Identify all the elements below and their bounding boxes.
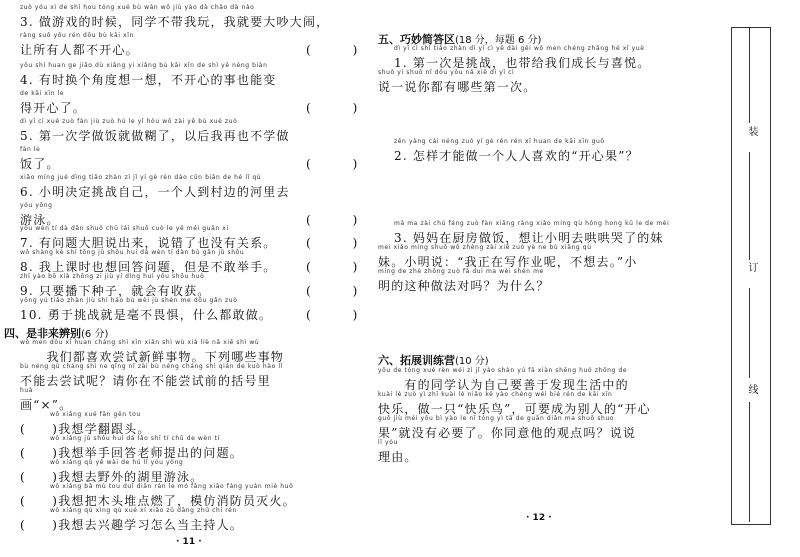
question-line: 得开心了。 xyxy=(20,101,87,115)
section-score: (18 分，每题 6 分) xyxy=(455,35,542,46)
pinyin-line: mei xiǎo míng shuō wǒ zhèng zài xiě zuò yè ne bù xiǎng qù xyxy=(378,244,592,251)
question-line: 3. 妈妈在厨房做饭，想让小明去哄哄哭了的妹 xyxy=(394,231,664,245)
pinyin-line: wǒ xiǎng qù yě wài de hú lǐ yóu yǒng xyxy=(50,459,184,466)
intro-line: 我们都喜欢尝试新鲜事物。下列哪些事物 xyxy=(20,350,285,364)
question-line: 7. 有问题大胆说出来，说错了也没有关系。 xyxy=(20,236,277,250)
pinyin-line: wǒ xiǎng qù xìng qù xué xí xiǎo zǔ dāng zhǔ chí rén xyxy=(50,507,237,514)
pinyin-line: yǒng yú tiǎo zhàn jiù shì háo bù wèi jù shén me dōu gǎn zuò xyxy=(20,297,238,304)
pinyin-line: lǐ yóu xyxy=(378,439,398,446)
question-line: 游泳。 xyxy=(20,213,60,227)
question-line: 饭了。 xyxy=(20,157,60,171)
section-score: (10 分) xyxy=(455,356,489,367)
judge-item[interactable]: ( )我想举手回答老师提出的问题。 xyxy=(20,446,243,460)
question-line: 理由。 xyxy=(378,450,418,464)
question-line: 果”就没有必要了。你同意他的观点吗？说说 xyxy=(378,426,637,440)
question-line: 9. 只要播下种子，就会有收获。 xyxy=(20,284,211,298)
binding-char: 装 xyxy=(746,126,757,136)
pinyin-line: wǒ xiǎng bǎ mù tou duī diǎn rán le mó fǎng xiāo fáng yuán miè huǒ xyxy=(50,483,294,490)
pinyin-line: ràng suǒ yǒu rén dōu bù kāi xīn xyxy=(20,32,134,39)
pinyin-line: zhǐ yào bō xià zhǒng zi jiù yí dìng huì yǒu shōu huò xyxy=(20,273,205,280)
pinyin-line: guǒ jiù méi yǒu bì yào le nǐ tóng yì tā de guān diǎn ma shuō shuo xyxy=(378,415,615,422)
section-score: (6 分) xyxy=(81,329,109,340)
pinyin-line: mā ma zài chú fáng zuò fàn xiǎng ràng xiǎo míng qù hǒng hong kū le de mèi xyxy=(394,220,670,227)
pinyin-line: yǒu wèn tí dà dǎn shuō chū lái shuō cuò le yě méi guān xi xyxy=(20,225,229,232)
binding-char: 订 xyxy=(746,262,757,272)
question-line: 2. 怎样才能做一个人人喜欢的“开心果”？ xyxy=(394,149,639,163)
pinyin-line: dì yī cì shì tiǎo zhàn dì yī cì yě dài gěi wǒ men chéng zhǎng hé xǐ yuè xyxy=(394,45,645,52)
answer-parentheses[interactable]: ( ) xyxy=(306,236,364,250)
pinyin-line: xiǎo míng jué dìng tiǎo zhàn zì jǐ yí gè rén dào cūn biān de hé lǐ qù xyxy=(20,174,262,181)
pinyin-line: de kāi xīn le xyxy=(20,90,65,97)
section-title: 六、拓展训练营 xyxy=(378,354,455,367)
page-number: · 12 · xyxy=(526,513,552,523)
answer-parentheses[interactable]: ( ) xyxy=(306,308,364,322)
binding-line xyxy=(749,288,750,378)
pinyin-line: míng de zhè zhǒng zuò fǎ duì ma wèi shén me xyxy=(378,268,544,275)
judge-item[interactable]: ( )我想学翻跟头。 xyxy=(20,422,151,436)
question-line: 明的这种做法对吗？为什么？ xyxy=(378,279,550,293)
pinyin-line: bù néng qù cháng shì ne qǐng nǐ zài bù néng cháng shì qián de kuò hào lǐ xyxy=(20,363,283,370)
pinyin-line: huà xyxy=(20,387,34,394)
binding-line xyxy=(749,28,750,123)
intro-line: 画“×”。 xyxy=(20,398,73,412)
question-line: 8. 我上课时也想回答问题，但是不敢举手。 xyxy=(20,260,277,274)
pinyin-line: yóu yǒng xyxy=(20,202,53,209)
judge-item[interactable]: ( )我想去兴趣学习怎么当主持人。 xyxy=(20,518,243,532)
binding-margin-box xyxy=(731,27,771,525)
question-line: 6. 小明决定挑战自己，一个人到村边的河里去 xyxy=(20,185,290,199)
judge-item[interactable]: ( )我想把木头堆点燃了，模仿消防员灭火。 xyxy=(20,494,296,508)
answer-parentheses[interactable]: ( ) xyxy=(306,284,364,298)
question-line: 让所有人都不开心。 xyxy=(20,43,139,57)
judge-item[interactable]: ( )我想去野外的湖里游泳。 xyxy=(20,470,204,484)
question-line: 4. 有时换个角度想一想，不开心的事也能变 xyxy=(20,73,277,87)
pinyin-line: wǒ men dōu xǐ huan cháng shì xīn xiān shì wù xià liè nǎ xiē shì wù xyxy=(20,339,260,346)
section-title: 四、是非来辨别 xyxy=(4,327,81,340)
question-line: 妹。小明说：“我正在写作业呢，不想去。”小 xyxy=(378,255,638,269)
pinyin-line: wǒ xiǎng jǔ shǒu huí dá lǎo shī tí chū de wèn tí xyxy=(50,435,220,442)
binding-line xyxy=(749,402,750,522)
question-line: 说一说你都有哪些第一次。 xyxy=(378,80,537,94)
answer-parentheses[interactable]: ( ) xyxy=(306,157,364,171)
binding-line xyxy=(749,152,750,260)
pinyin-line: yǒu shí huan ge jiǎo dù xiǎng yi xiǎng bù kāi xīn de shì yě néng biàn xyxy=(20,62,268,69)
answer-parentheses[interactable]: ( ) xyxy=(306,101,364,115)
pinyin-line: dì yī cì xué zuò fàn jiù zuò hú le yǐ hòu wǒ zài yě bù xué zuò xyxy=(20,118,238,125)
pinyin-line: kuài lè zuò yì zhī kuài lè niǎo kě yào chéng wéi bié rén de kāi xīn xyxy=(378,391,613,398)
question-line: 快乐，做一只“快乐鸟”，可要成为别人的“开心 xyxy=(378,402,651,416)
question-line: 5. 第一次学做饭就做糊了，以后我再也不学做 xyxy=(20,129,290,143)
pinyin-line: zuò yóu xì de shí hou tóng xué bù wán wǒ jiù yào dà chǎo dà nào xyxy=(20,4,255,11)
pinyin-line: shuō yi shuō nǐ dōu yǒu nǎ xiē dì yī cì xyxy=(378,69,515,76)
question-line: 10. 勇于挑战就是毫不畏惧，什么都敢做。 xyxy=(20,308,273,322)
section-heading xyxy=(378,352,489,368)
pinyin-line: zěn yàng cái néng zuò yí gè rén rén xǐ huan de kāi xīn guǒ xyxy=(394,138,605,145)
pinyin-line: fàn le xyxy=(20,146,41,153)
pinyin-line: wǒ shàng kè shí tǒng jǔ shǒu huí dá wèn tí dàn bù gǎn jǔ shǒu xyxy=(20,249,245,256)
pinyin-line: wǒ xiǎng xué fān gēn tou xyxy=(50,411,141,418)
question-line: 1. 第一次是挑战，也带给我们成长与喜悦。 xyxy=(394,56,651,70)
answer-parentheses[interactable]: ( ) xyxy=(306,260,364,274)
page-number: · 11 · xyxy=(176,537,202,547)
intro-line: 不能去尝试呢？请你在不能尝试前的括号里 xyxy=(20,374,271,388)
binding-char: 线 xyxy=(746,384,757,394)
question-line: 3. 做游戏的时候，同学不带我玩，我就要大吵大闹， xyxy=(20,15,330,29)
answer-parentheses[interactable]: ( ) xyxy=(306,213,364,227)
pinyin-line: yǒu de tóng xué rèn wéi zì jǐ yào shàn yú fā xiàn shēng huó zhōng de xyxy=(378,367,628,374)
answer-parentheses[interactable]: ( ) xyxy=(306,43,364,57)
section-title: 五、巧妙简答区 xyxy=(378,33,455,46)
question-line: 有的同学认为自己要善于发现生活中的 xyxy=(378,378,629,392)
